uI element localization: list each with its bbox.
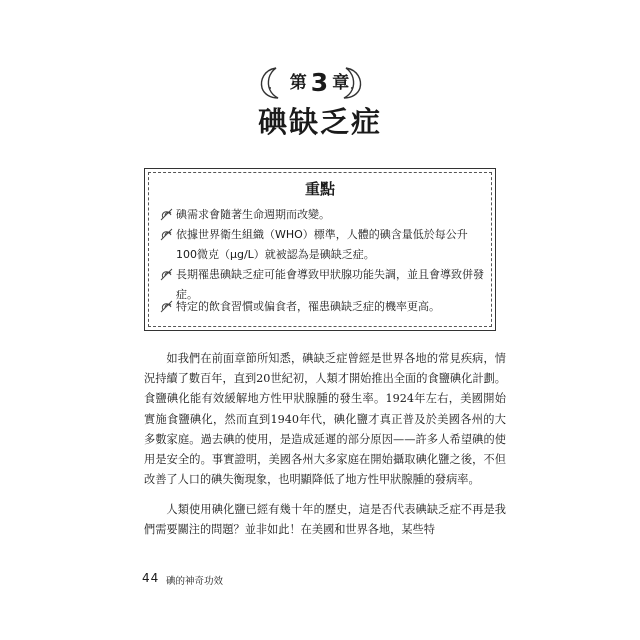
key-point-item <box>160 205 486 225</box>
body-paragraph: 如我們在前面章節所知悉，碘缺乏症曾經是世界各地的常見疾病，情況持續了數百年，直到20世紀初，人類才開始推出全面的食鹽碘化計劃。食鹽碘化能有效緩解地方性甲狀腺腫的發生率。1924年左右，美國開始實施食鹽碘化，然而直到1940年代，碘化鹽才真正普及於美國各州的大多數家庭。過去碘的使用，是造成延遲的部分原因——許多人希望碘的使用是安全的。事實證明，美國各州大多家庭在開始攝取碘化鹽之後，不但改善了人口的碘失衡現象，也明顯降低了地方性甲狀腺腫的發病率。 <box>144 352 506 487</box>
key-point-item <box>160 225 486 265</box>
key-point-text: 特定的飲食習慣或偏食者，罹患碘缺乏症的機率更高。 <box>176 300 440 313</box>
chapter-header <box>0 66 640 102</box>
leaf-bullet-icon <box>160 208 173 221</box>
page-number: 44 <box>142 571 160 585</box>
key-point-item <box>160 297 486 317</box>
key-point-text: 長期罹患碘缺乏症可能會導致甲狀腺功能失調，並且會導致併發症。 <box>176 268 484 301</box>
body-paragraph: 人類使用碘化鹽已經有幾十年的歷史，這是否代表碘缺乏症不再是我們需要關注的問題？並非如此！在美國和世界各地，某些特 <box>144 503 506 537</box>
leaf-bullet-icon <box>160 268 173 281</box>
running-footer-book-title: 碘的神奇功效 <box>166 576 224 587</box>
leaf-bullet-icon <box>160 300 173 313</box>
chapter-number-label: 第 3 章 <box>289 68 351 97</box>
leaf-bullet-icon <box>160 228 173 241</box>
crescent-moon-icon <box>336 66 366 100</box>
key-point-text: 碘需求會隨著生命週期而改變。 <box>176 208 330 221</box>
key-point-text: 依據世界衛生組織（WHO）標準，人體的碘含量低於每公升100微克（μg/L）就被認為是碘缺乏症。 <box>176 228 468 261</box>
chapter-title: 碘缺乏症 <box>257 105 382 139</box>
key-points-title: 重點 <box>304 180 335 198</box>
